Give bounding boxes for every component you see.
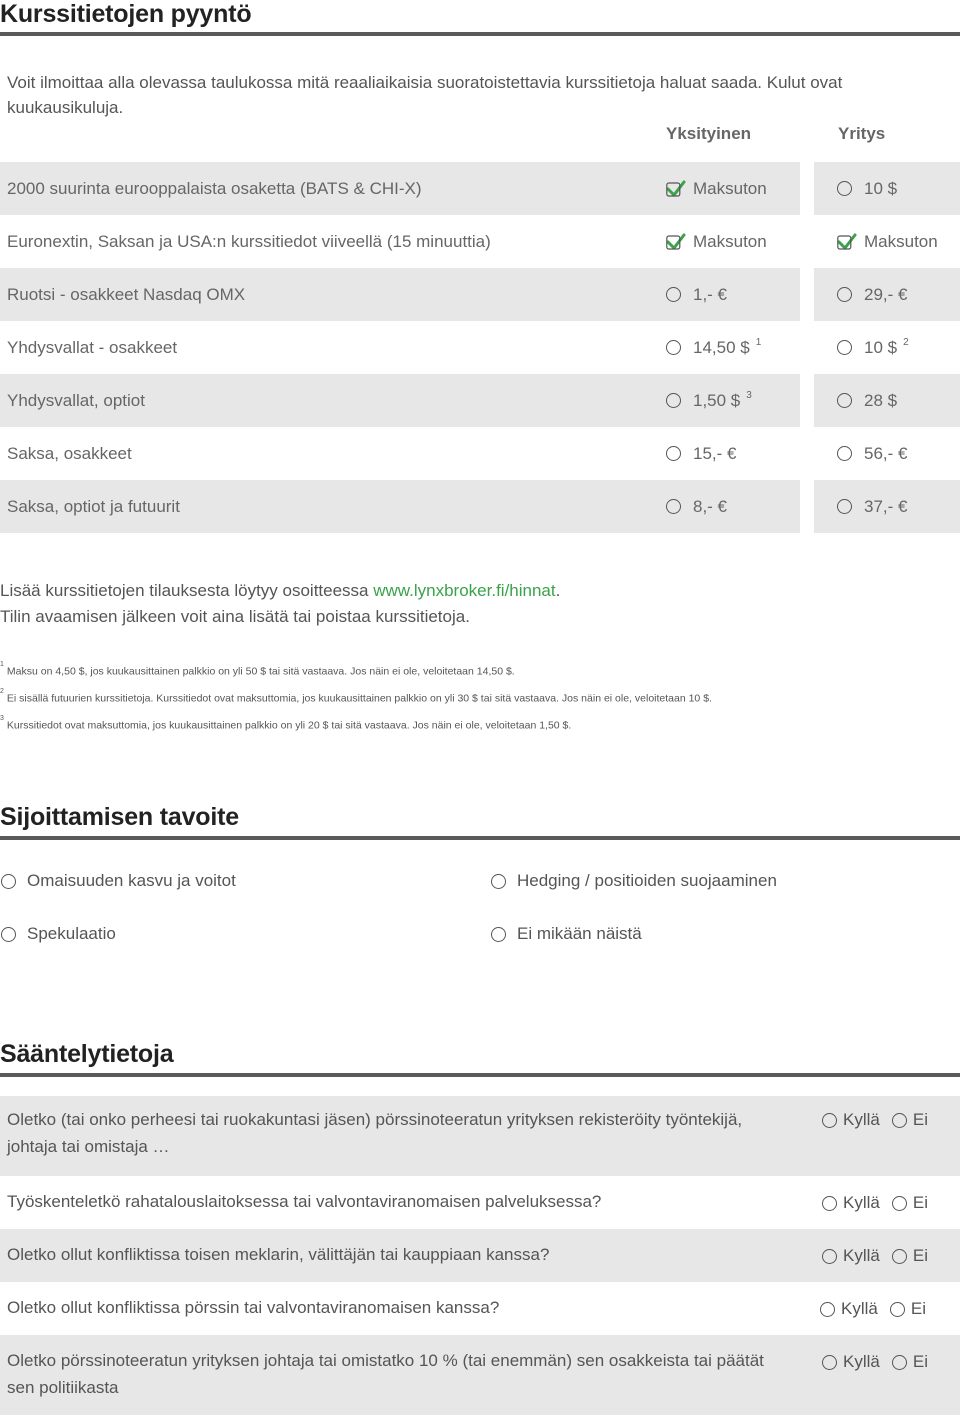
option-company[interactable]: [814, 374, 960, 427]
price-row-label: Yhdysvallat, optiot: [7, 390, 145, 410]
option-private[interactable]: [658, 480, 800, 533]
checkbox-checked-icon[interactable]: [666, 180, 686, 198]
price-value: 1,50 $: [693, 390, 741, 410]
question-text: Oletko pörssinoteeratun yrityksen johtaja tai omistatko 10 % (tai enemmän) sen osakkeista tai päätät sen politiikasta: [7, 1351, 764, 1397]
option-private[interactable]: [658, 321, 800, 374]
price-row-label: Yhdysvallat - osakkeet: [7, 337, 178, 357]
option-private[interactable]: [658, 374, 800, 427]
radio-button[interactable]: [1, 874, 16, 889]
option-label: Kyllä: [843, 1246, 880, 1265]
option-label: Ei: [912, 1110, 928, 1129]
radio-button[interactable]: [822, 1355, 837, 1370]
option-yes[interactable]: [820, 1299, 878, 1319]
radio-button[interactable]: [837, 499, 852, 514]
price-value: 28 $: [864, 390, 898, 410]
option-private[interactable]: [658, 268, 800, 321]
radio-button[interactable]: [491, 874, 506, 889]
footnote-3: $^3$Kurssitiedot ovat maksuttomia, jos kuukausittainen palkkio on yli 20 $ tai sitä vastaava. Jos näin ei ole, veloitetaan 1,50 $.: [0, 715, 572, 732]
option-label: Kyllä: [843, 1110, 880, 1129]
more-info-text: Lisää kurssitietojen tilauksesta löytyy osoitteessa: [0, 581, 374, 600]
price-row-label: Euronextin, Saksan ja USA:n kurssitiedot viiveellä (15 minuuttia): [7, 231, 491, 251]
price-value: Maksuton: [693, 178, 767, 198]
goal-option-hedging[interactable]: [491, 871, 777, 891]
price-row: [0, 427, 960, 480]
price-value: 10 $: [864, 337, 898, 357]
price-value: Maksuton: [693, 231, 767, 251]
price-value: 14,50 $: [693, 337, 750, 357]
section-title-price-request: Kurssitietojen pyyntö: [0, 0, 252, 28]
more-info: [0, 578, 560, 630]
price-value: 29,- €: [864, 284, 908, 304]
goal-label: Spekulaatio: [27, 924, 116, 943]
goal-label: Ei mikään näistä: [517, 924, 642, 943]
option-label: Kyllä: [843, 1193, 880, 1212]
question-text: Oletko (tai onko perheesi tai ruokakuntasi jäsen) pörssinoteeratun yrityksen rekisteröity työntekijä, johtaja tai omistaja …: [7, 1110, 743, 1156]
radio-button[interactable]: [892, 1113, 907, 1128]
footnote-ref: 2: [903, 337, 909, 348]
option-label: Ei: [910, 1299, 926, 1318]
option-company[interactable]: [814, 480, 960, 533]
price-value: 56,- €: [864, 443, 908, 463]
radio-button[interactable]: [491, 927, 506, 942]
radio-button[interactable]: [666, 287, 681, 302]
checkbox-checked-icon[interactable]: [666, 233, 686, 251]
section-title-regulatory: Sääntelytietoja: [0, 1040, 174, 1068]
yes-no-options: [822, 1246, 940, 1266]
radio-button[interactable]: [892, 1355, 907, 1370]
goal-label: Hedging / positioiden suojaaminen: [517, 871, 777, 890]
price-row: [0, 162, 960, 215]
price-row: [0, 480, 960, 533]
footnote-1: $^1$Maksu on 4,50 $, jos kuukausittainen palkkio on yli 50 $ tai sitä vastaava. Jos näin ei ole, veloitetaan 14,50 $.: [0, 661, 515, 678]
radio-button[interactable]: [837, 287, 852, 302]
option-label: Kyllä: [841, 1299, 878, 1318]
radio-button[interactable]: [837, 393, 852, 408]
goal-label: Omaisuuden kasvu ja voitot: [27, 871, 236, 890]
question-text: Työskenteletkö rahatalouslaitoksessa tai valvontaviranomaisen palveluksessa?: [7, 1192, 602, 1211]
option-no[interactable]: [892, 1110, 928, 1130]
radio-button[interactable]: [666, 446, 681, 461]
price-value: 1,- €: [693, 284, 728, 304]
price-row: [0, 268, 960, 321]
regulatory-question-row: [0, 1229, 960, 1282]
more-info-line2: Tilin avaamisen jälkeen voit aina lisätä tai poistaa kurssitietoja.: [0, 607, 470, 626]
column-header-private: Yksityinen: [666, 124, 752, 143]
radio-button[interactable]: [666, 340, 681, 355]
radio-button[interactable]: [1, 927, 16, 942]
radio-button[interactable]: [822, 1196, 837, 1211]
price-row: [0, 374, 960, 427]
price-row-label: Ruotsi - osakkeet Nasdaq OMX: [7, 284, 246, 304]
footnote-ref: 1: [755, 337, 762, 348]
option-label: Ei: [912, 1193, 928, 1212]
radio-button[interactable]: [837, 446, 852, 461]
price-value: Maksuton: [864, 231, 938, 251]
option-private[interactable]: [658, 162, 800, 215]
radio-button[interactable]: [666, 499, 681, 514]
option-yes[interactable]: [822, 1110, 880, 1130]
price-value: 10 $: [864, 178, 898, 198]
price-row: [0, 321, 960, 374]
option-company[interactable]: [814, 215, 960, 268]
radio-button[interactable]: [822, 1113, 837, 1128]
section-divider: [0, 1073, 960, 1077]
section-title-goals: Sijoittamisen tavoite: [0, 803, 239, 831]
radio-button[interactable]: [890, 1302, 905, 1317]
goal-option-growth[interactable]: [1, 871, 236, 891]
regulatory-question-row: [0, 1176, 960, 1229]
more-info-suffix: .: [555, 581, 561, 600]
price-row: [0, 215, 960, 268]
option-no[interactable]: [892, 1352, 928, 1372]
yes-no-options: [822, 1352, 940, 1372]
option-company[interactable]: [814, 268, 960, 321]
section-divider: [0, 32, 960, 36]
option-company[interactable]: [814, 321, 960, 374]
option-company[interactable]: [814, 162, 960, 215]
radio-button[interactable]: [892, 1249, 907, 1264]
option-yes[interactable]: [822, 1352, 880, 1372]
question-text: Oletko ollut konfliktissa toisen meklarin, välittäjän tai kauppiaan kanssa?: [7, 1245, 550, 1264]
option-label: Kyllä: [843, 1352, 880, 1371]
option-private[interactable]: [658, 215, 800, 268]
goal-option-none[interactable]: [491, 924, 642, 944]
option-no[interactable]: [890, 1299, 926, 1319]
option-no[interactable]: [892, 1193, 928, 1213]
yes-no-options: [822, 1110, 940, 1130]
option-label: Ei: [912, 1352, 928, 1371]
radio-button[interactable]: [837, 340, 852, 355]
option-company[interactable]: [814, 427, 960, 480]
goal-option-speculation[interactable]: [1, 924, 116, 944]
option-label: Ei: [912, 1246, 928, 1265]
option-no[interactable]: [892, 1246, 928, 1266]
price-row-label: 2000 suurinta eurooppalaista osaketta (BATS & CHI-X): [7, 178, 422, 198]
option-private[interactable]: [658, 427, 800, 480]
price-row-label: Saksa, osakkeet: [7, 443, 132, 463]
intro-text: Voit ilmoittaa alla olevassa taulukossa mitä reaaliaikaisia suoratoistettavia kurssitietoja haluat saada. Kulut ovat kuukausikuluja.: [7, 73, 843, 117]
footnote-2: $^2$Ei sisällä futuurien kurssitietoja. Kurssitiedot ovat maksuttomia, jos kuukausittainen palkkio on yli 30 $ tai sitä vastaava. Jos näin ei ole, veloitetaan 10 $.: [0, 688, 712, 705]
option-yes[interactable]: [822, 1193, 880, 1213]
price-value: 15,- €: [693, 443, 737, 463]
option-yes[interactable]: [822, 1246, 880, 1266]
regulatory-question-row: [0, 1096, 960, 1176]
pricing-link[interactable]: www.lynxbroker.fi/hinnat: [373, 581, 556, 600]
radio-button[interactable]: [837, 181, 852, 196]
radio-button[interactable]: [822, 1249, 837, 1264]
checkbox-checked-icon[interactable]: [837, 233, 857, 251]
yes-no-options: [820, 1299, 938, 1319]
column-header-company: Yritys: [838, 124, 886, 143]
section-divider: [0, 836, 960, 840]
price-value: 37,- €: [864, 496, 908, 516]
radio-button[interactable]: [820, 1302, 835, 1317]
price-row-label: Saksa, optiot ja futuurit: [7, 496, 180, 516]
question-text: Oletko ollut konfliktissa pörssin tai valvontaviranomaisen kanssa?: [7, 1298, 500, 1317]
radio-button[interactable]: [666, 393, 681, 408]
regulatory-question-row: [0, 1335, 960, 1415]
regulatory-question-row: [0, 1282, 960, 1335]
yes-no-options: [822, 1193, 940, 1213]
radio-button[interactable]: [892, 1196, 907, 1211]
price-value: 8,- €: [693, 496, 728, 516]
footnote-ref: 3: [746, 390, 752, 401]
